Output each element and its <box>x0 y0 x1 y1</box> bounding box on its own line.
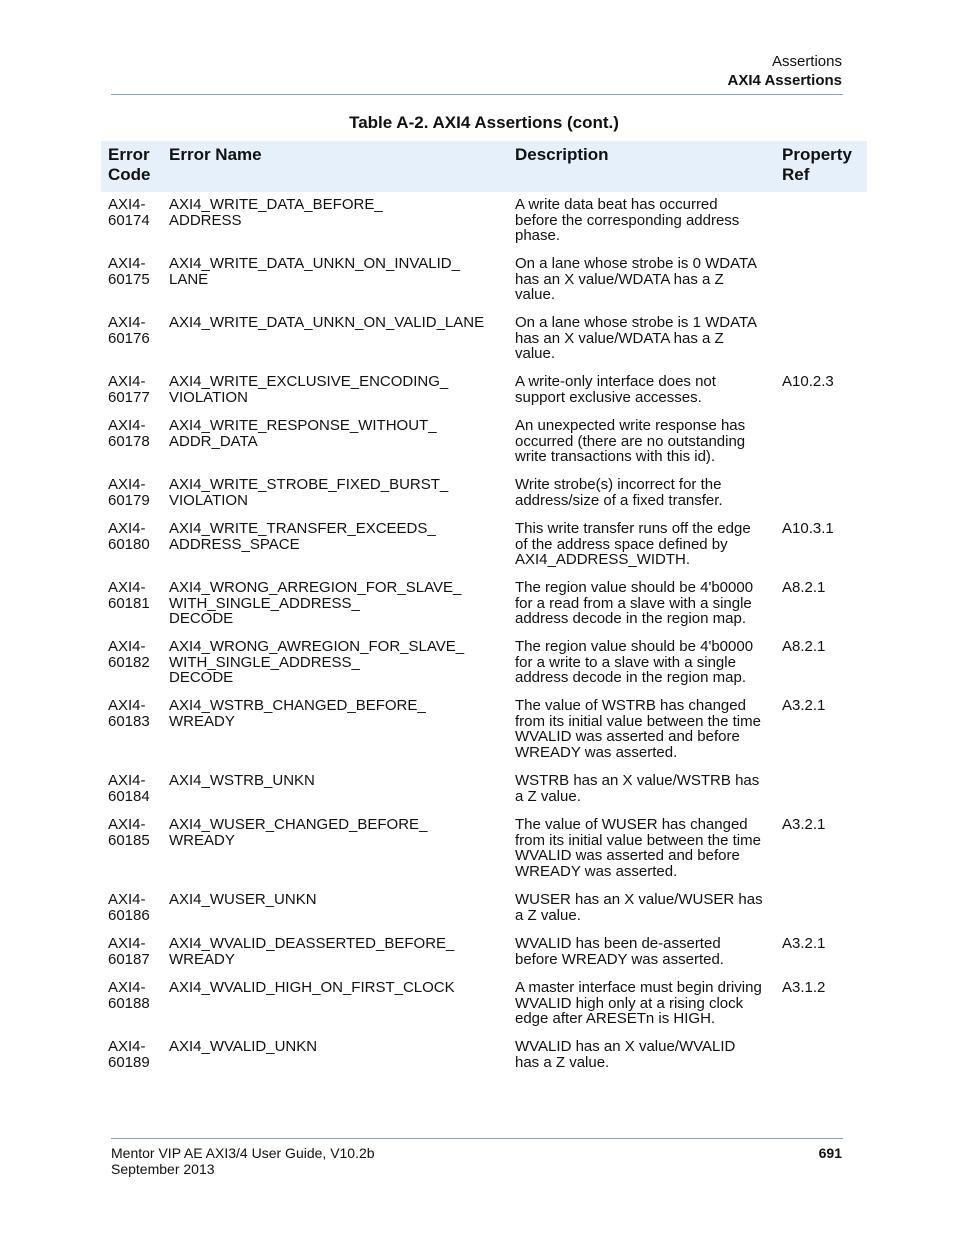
property-ref-cell <box>775 315 867 374</box>
error-code-cell: AXI4- 60177 <box>108 373 150 406</box>
table-row <box>101 980 867 1039</box>
error-code-cell: AXI4- 60183 <box>108 697 150 730</box>
description-cell: WSTRB has an X value/WSTRB has a Z value. <box>515 772 760 805</box>
description-cell: The value of WSTRB has changed from its initial value between the time WVALID was asserted and before WREADY was asserted. <box>515 697 761 761</box>
error-name-cell: AXI4_WUSER_CHANGED_BEFORE_ WREADY <box>169 816 428 849</box>
property-ref-cell <box>775 1039 867 1083</box>
description-cell: The region value should be 4'b0000 for a read from a slave with a single address decode in the region map. <box>515 579 754 627</box>
description-cell: A write-only interface does not support exclusive accesses. <box>515 373 716 406</box>
error-code-cell: AXI4- 60186 <box>108 891 150 924</box>
property-ref-cell: A8.2.1 <box>782 579 826 596</box>
error-code-cell: AXI4- 60176 <box>108 314 150 347</box>
table-row <box>101 892 867 936</box>
error-code-cell: AXI4- 60178 <box>108 417 150 450</box>
table-row <box>101 1039 867 1083</box>
table-row <box>101 521 867 580</box>
error-name-cell: AXI4_WVALID_HIGH_ON_FIRST_CLOCK <box>169 979 455 996</box>
table-header-row <box>101 141 867 192</box>
error-name-cell: AXI4_WRONG_ARREGION_FOR_SLAVE_ WITH_SINGLE_ADDRESS_ DECODE <box>169 579 462 627</box>
error-name-cell: AXI4_WSTRB_UNKN <box>169 772 315 789</box>
column-header-error-name: Error Name <box>169 145 262 164</box>
property-ref-cell <box>775 256 867 315</box>
error-name-cell: AXI4_WRITE_STROBE_FIXED_BURST_ VIOLATION <box>169 476 449 509</box>
error-name-cell: AXI4_WRITE_EXCLUSIVE_ENCODING_ VIOLATION <box>169 373 449 406</box>
error-code-cell: AXI4- 60187 <box>108 935 150 968</box>
error-name-cell: AXI4_WVALID_UNKN <box>169 1038 318 1055</box>
property-ref-cell: A8.2.1 <box>782 638 826 655</box>
description-cell: WVALID has an X value/WVALID has a Z value. <box>515 1038 736 1071</box>
table-row <box>101 477 867 521</box>
page-header <box>728 52 843 90</box>
description-cell: The region value should be 4'b0000 for a write to a slave with a single address decode in the region map. <box>515 638 754 686</box>
property-ref-cell: A10.2.3 <box>782 373 834 390</box>
property-ref-cell <box>775 892 867 936</box>
error-code-cell: AXI4- 60174 <box>108 196 150 229</box>
table-row <box>101 936 867 980</box>
property-ref-cell: A3.2.1 <box>782 816 826 833</box>
description-cell: A write data beat has occurred before the corresponding address phase. <box>515 196 740 244</box>
table-row <box>101 374 867 418</box>
error-name-cell: AXI4_WRITE_DATA_BEFORE_ ADDRESS <box>169 196 383 229</box>
error-code-cell: AXI4- 60175 <box>108 255 150 288</box>
property-ref-cell: A10.3.1 <box>782 520 834 537</box>
table-row <box>101 418 867 477</box>
section-title: AXI4 Assertions <box>727 72 842 89</box>
error-code-cell: AXI4- 60180 <box>108 520 150 553</box>
error-name-cell: AXI4_WVALID_DEASSERTED_BEFORE_ WREADY <box>169 935 455 968</box>
table-row <box>101 698 867 773</box>
error-code-cell: AXI4- 60184 <box>108 772 150 805</box>
property-ref-cell <box>775 197 867 256</box>
table-row <box>101 639 867 698</box>
property-ref-cell <box>775 773 867 817</box>
error-name-cell: AXI4_WRONG_AWREGION_FOR_SLAVE_ WITH_SINGLE_ADDRESS_ DECODE <box>169 638 465 686</box>
error-name-cell: AXI4_WSTRB_CHANGED_BEFORE_ WREADY <box>169 697 426 730</box>
description-cell: On a lane whose strobe is 0 WDATA has an X value/WDATA has a Z value. <box>515 255 758 303</box>
error-code-cell: AXI4- 60181 <box>108 579 150 612</box>
column-header-property-ref: Property Ref <box>782 145 852 184</box>
table-row <box>101 197 867 256</box>
table-row <box>101 817 867 892</box>
table-row <box>101 256 867 315</box>
description-cell: An unexpected write response has occurred (there are no outstanding write transactions with this id). <box>515 417 746 465</box>
property-ref-cell <box>775 418 867 477</box>
error-code-cell: AXI4- 60188 <box>108 979 150 1012</box>
description-cell: This write transfer runs off the edge of the address space defined by AXI4_ADDRESS_WIDTH. <box>515 520 751 568</box>
footer-rule <box>111 1138 843 1139</box>
description-cell: Write strobe(s) incorrect for the address/size of a fixed transfer. <box>515 476 723 509</box>
property-ref-cell <box>775 477 867 521</box>
column-header-error-code: Error Code <box>108 145 151 184</box>
property-ref-cell: A3.2.1 <box>782 697 826 714</box>
error-name-cell: AXI4_WRITE_RESPONSE_WITHOUT_ ADDR_DATA <box>169 417 437 450</box>
chapter-title: Assertions <box>771 53 842 70</box>
error-name-cell: AXI4_WRITE_DATA_UNKN_ON_VALID_LANE <box>169 314 485 331</box>
assertions-table <box>101 141 867 1083</box>
header-rule <box>111 94 843 95</box>
description-cell: WVALID has been de-asserted before WREADY was asserted. <box>515 935 724 968</box>
table-caption: Table A-2. AXI4 Assertions (cont.) <box>349 113 619 132</box>
error-name-cell: AXI4_WRITE_DATA_UNKN_ON_INVALID_ LANE <box>169 255 460 288</box>
publication-date: September 2013 <box>111 1161 215 1177</box>
table-body <box>101 197 867 1083</box>
error-name-cell: AXI4_WUSER_UNKN <box>169 891 317 908</box>
table-row <box>101 580 867 639</box>
error-name-cell: AXI4_WRITE_TRANSFER_EXCEEDS_ ADDRESS_SPACE <box>169 520 436 553</box>
table-row <box>101 315 867 374</box>
error-code-cell: AXI4- 60182 <box>108 638 150 671</box>
description-cell: A master interface must begin driving WVALID high only at a rising clock edge after ARESETn is HIGH. <box>515 979 762 1027</box>
property-ref-cell: A3.1.2 <box>782 979 826 996</box>
table-row <box>101 773 867 817</box>
error-code-cell: AXI4- 60179 <box>108 476 150 509</box>
description-cell: On a lane whose strobe is 1 WDATA has an X value/WDATA has a Z value. <box>515 314 758 362</box>
column-header-description: Description <box>515 145 609 164</box>
property-ref-cell: A3.2.1 <box>782 935 826 952</box>
document-title: Mentor VIP AE AXI3/4 User Guide, V10.2b <box>111 1145 375 1161</box>
error-code-cell: AXI4- 60185 <box>108 816 150 849</box>
description-cell: WUSER has an X value/WUSER has a Z value. <box>515 891 763 924</box>
page-number: 691 <box>818 1145 842 1161</box>
description-cell: The value of WUSER has changed from its initial value between the time WVALID was asserted and before WREADY was asserted. <box>515 816 761 880</box>
page-footer <box>111 1145 375 1177</box>
error-code-cell: AXI4- 60189 <box>108 1038 150 1071</box>
